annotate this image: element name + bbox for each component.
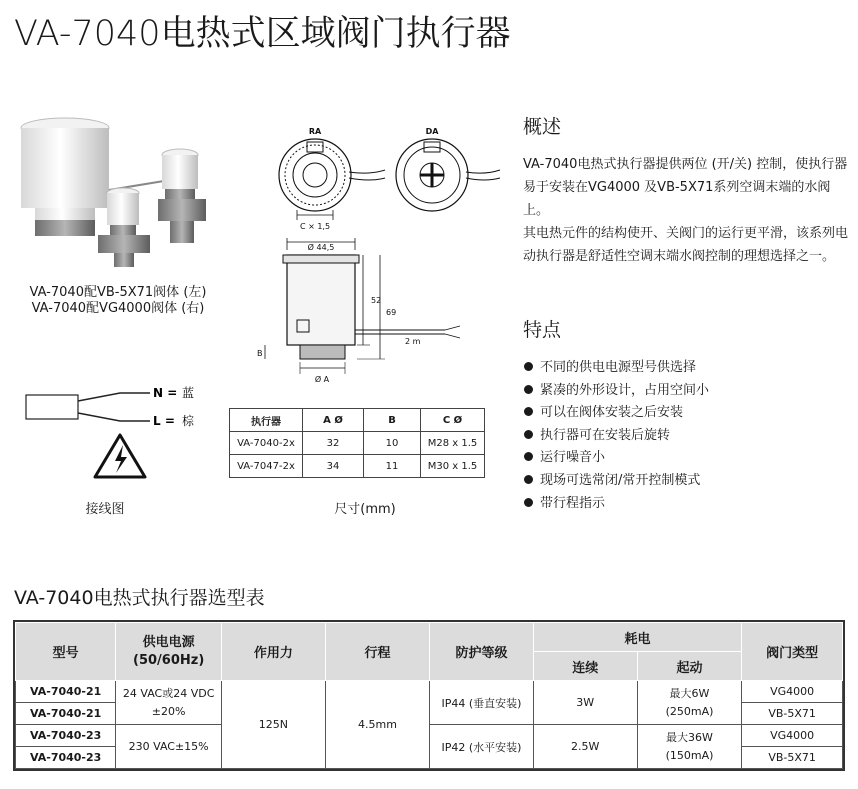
power-cell: 24 VAC或24 VDC ±20% xyxy=(116,681,222,725)
bullet-icon xyxy=(524,385,533,394)
dimension-caption: 尺寸(mm) xyxy=(334,502,396,517)
power-cell: 230 VAC±15% xyxy=(116,725,222,769)
protection-cell: IP44 (垂直安装) xyxy=(430,681,534,725)
header-valve: 阀门类型 xyxy=(742,623,843,681)
page-title: VA-7040电热式区域阀门执行器 xyxy=(14,14,511,54)
header-power: 供电电源 (50/60Hz) xyxy=(116,623,222,681)
table-cell: 11 xyxy=(364,455,421,478)
list-item: 可以在阀体安装之后安装 xyxy=(524,402,709,425)
table-row xyxy=(16,681,843,703)
header-force: 作用力 xyxy=(221,623,325,681)
model-cell: VA-7040-23 xyxy=(16,725,116,747)
table-cell: M28 x 1.5 xyxy=(421,432,485,455)
list-item: 不同的供电电源型号供选择 xyxy=(524,357,709,380)
features-list xyxy=(524,357,709,515)
bullet-icon xyxy=(524,407,533,416)
l-color: 棕 xyxy=(182,414,195,428)
product-photo xyxy=(10,110,220,280)
height-52-label: 52 xyxy=(371,296,382,305)
model-cell: VA-7040-23 xyxy=(16,747,116,769)
table-row xyxy=(16,725,843,747)
list-item: 执行器可在安装后旋转 xyxy=(524,425,709,448)
a-label: Ø A xyxy=(314,375,330,384)
overview-paragraph-1: VA-7040电热式执行器提供两位 (开/关) 控制，使执行器易于安装在VG4000 及VB-5X71系列空调末端的水阀上。 xyxy=(523,157,848,218)
table-cell: M30 x 1.5 xyxy=(421,455,485,478)
table-cell: VA-7047-2x xyxy=(230,455,303,478)
ra-top-view xyxy=(279,139,385,220)
dimension-drawing xyxy=(245,120,505,395)
high-voltage-warning-icon xyxy=(95,435,145,477)
bullet-icon xyxy=(524,430,533,439)
b-label: B xyxy=(257,349,263,358)
dimension-table xyxy=(229,408,485,478)
caption-line-2: VA-7040配VG4000阀体 (右) xyxy=(31,301,205,316)
live-wire xyxy=(78,413,150,421)
model-cell: VA-7040-21 xyxy=(16,681,116,703)
wiring-caption: 接线图 xyxy=(85,502,125,517)
model-cell: VA-7040-21 xyxy=(16,703,116,725)
selection-table-frame xyxy=(13,620,845,771)
height-69-label: 69 xyxy=(386,308,397,317)
header-consumption: 耗电 xyxy=(533,623,742,652)
table-row xyxy=(230,455,485,478)
bullet-icon xyxy=(524,452,533,461)
table-cell: VA-7040-2x xyxy=(230,432,303,455)
da-top-view xyxy=(396,139,500,211)
startup-cell: 最大36W (150mA) xyxy=(637,725,742,769)
header-protection: 防护等级 xyxy=(430,623,534,681)
valve-cell: VG4000 xyxy=(742,681,843,703)
table-cell: 34 xyxy=(303,455,364,478)
startup-cell: 最大6W (250mA) xyxy=(637,681,742,725)
force-cell: 125N xyxy=(221,681,325,769)
overview-heading: 概述 xyxy=(523,116,562,138)
diameter-label: Ø 44,5 xyxy=(307,243,335,252)
stroke-cell: 4.5mm xyxy=(325,681,429,769)
selection-header-row xyxy=(16,623,843,652)
c-label: C × 1,5 xyxy=(299,222,331,231)
header-stroke: 行程 xyxy=(325,623,429,681)
valve-cell: VB-5X71 xyxy=(742,703,843,725)
da-label: DA xyxy=(425,127,439,136)
valve-cell: VB-5X71 xyxy=(742,747,843,769)
list-item: 运行噪音小 xyxy=(524,447,709,470)
list-item: 现场可选常闭/常开控制模式 xyxy=(524,470,709,493)
dimension-table-header xyxy=(230,409,485,432)
dim-header-b: B xyxy=(364,409,421,432)
product-caption xyxy=(18,285,218,317)
selection-title: VA-7040电热式执行器选型表 xyxy=(14,587,265,609)
bullet-icon xyxy=(524,362,533,371)
dim-header-actuator: 执行器 xyxy=(230,409,303,432)
list-item: 紧凑的外形设计，占用空间小 xyxy=(524,380,709,403)
header-continuous: 连续 xyxy=(533,652,637,681)
overview-text xyxy=(523,153,853,268)
features-heading: 特点 xyxy=(523,319,562,341)
caption-line-1: VA-7040配VB-5X71阀体 (左) xyxy=(29,285,207,300)
header-model: 型号 xyxy=(16,623,116,681)
header-startup: 起动 xyxy=(637,652,742,681)
overview-paragraph-2: 其电热元件的结构使开、关阀门的运行更平滑，该系列电动执行器是舒适性空调末端水阀控制的理想选择之一。 xyxy=(523,226,849,264)
wiring-diagram xyxy=(20,385,220,485)
list-item: 带行程指示 xyxy=(524,493,709,516)
valve-cell: VG4000 xyxy=(742,725,843,747)
cable-length-label: 2 m xyxy=(405,337,421,346)
table-row xyxy=(230,432,485,455)
table-cell: 32 xyxy=(303,432,364,455)
side-view xyxy=(265,238,460,374)
neutral-wire xyxy=(78,393,150,401)
protection-cell: IP42 (水平安装) xyxy=(430,725,534,769)
bullet-icon xyxy=(524,475,533,484)
n-label: N = xyxy=(153,386,178,400)
dim-header-a: A Ø xyxy=(303,409,364,432)
n-color: 蓝 xyxy=(182,386,195,400)
dim-header-c: C Ø xyxy=(421,409,485,432)
bullet-icon xyxy=(524,498,533,507)
table-cell: 10 xyxy=(364,432,421,455)
ra-label: RA xyxy=(308,127,322,136)
l-label: L = xyxy=(153,414,175,428)
selection-table xyxy=(15,622,843,769)
continuous-cell: 2.5W xyxy=(533,725,637,769)
continuous-cell: 3W xyxy=(533,681,637,725)
